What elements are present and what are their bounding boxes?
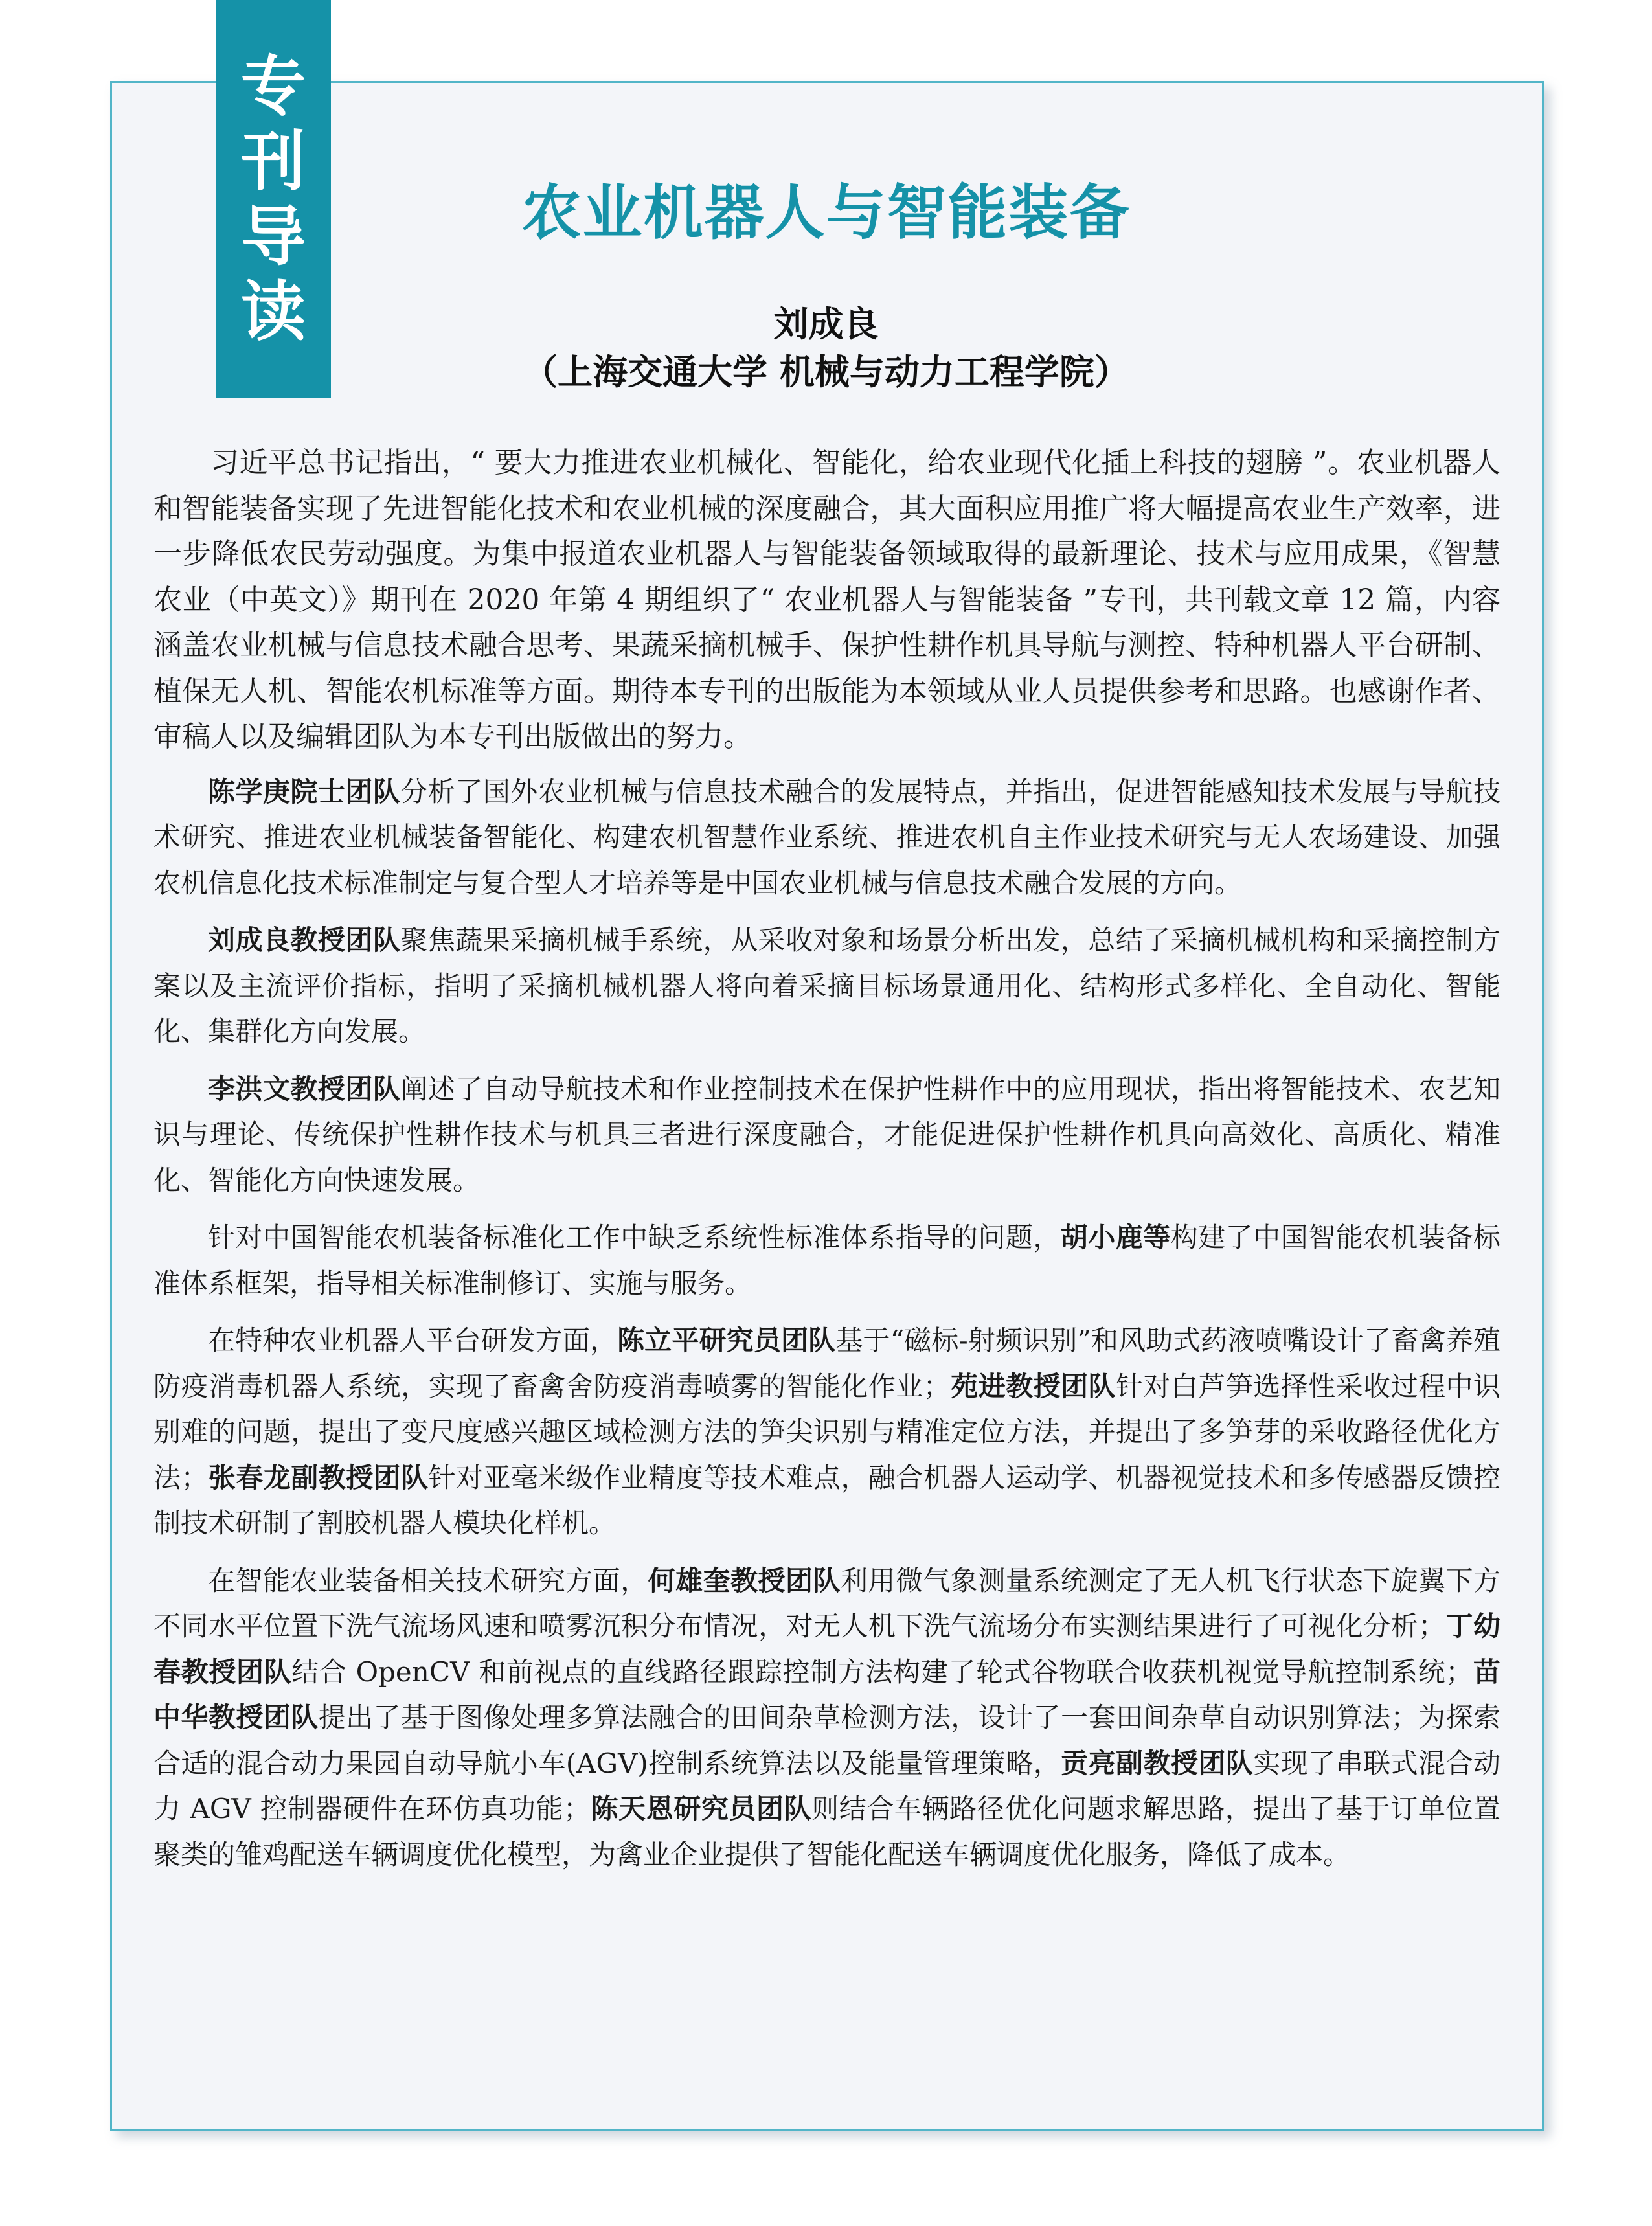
team-name: 苑进教授团队 xyxy=(950,1370,1116,1402)
paragraph-text: 分析了国外农业机械与信息技术融合的发展特点，并指出，促进智能感知技术发展与导航技术研究、推进农业机械装备智能化、构建农机智慧作业系统、推进农机自主作业技术研究与无人农场建设、加强农机信息化技术标准制定与复合型人才培养等是中国农业机械与信息技术融合发展的方向。 xyxy=(153,775,1500,899)
tab-char: 读 xyxy=(241,273,306,350)
team-name: 张春龙副教授团队 xyxy=(208,1461,429,1493)
author-affiliation: （上海交通大学 机械与动力工程学院） xyxy=(523,352,1129,392)
team-name: 陈天恩研究员团队 xyxy=(590,1793,812,1824)
author-name: 刘成良 xyxy=(773,304,879,345)
paragraph-text: 针对亚毫米级作业精度等技术难点，融合机器人运动学、机器视觉技术和多传感器反馈控制技术研制了割胶机器人模块化样机。 xyxy=(153,1461,1500,1539)
paragraph xyxy=(153,1067,1500,1204)
paragraph-text: 针对中国智能农机装备标准化工作中缺乏系统性标准体系指导的问题， xyxy=(208,1221,1061,1253)
page-title: 农业机器人与智能装备 xyxy=(521,178,1131,247)
team-name: 陈立平研究员团队 xyxy=(617,1324,836,1356)
team-name: 贡亮副教授团队 xyxy=(1061,1747,1254,1779)
team-name: 苗中华教授团队 xyxy=(153,1655,1500,1733)
team-name: 陈学庚院士团队 xyxy=(208,775,401,808)
team-name: 胡小鹿等 xyxy=(1060,1221,1171,1253)
tab-char: 刊 xyxy=(241,123,306,199)
tab-char: 导 xyxy=(241,198,306,275)
paragraph xyxy=(153,1318,1500,1547)
team-name: 刘成良教授团队 xyxy=(208,924,401,956)
paragraph-text: 阐述了自动导航技术和作业控制技术在保护性耕作中的应用现状，指出将智能技术、农艺知识与理论、传统保护性耕作技术与机具三者进行深度融合，才能促进保护性耕作机具向高效化、高质化、精准化、智能化方向快速发展。 xyxy=(153,1073,1500,1196)
paragraph-text: 实现了串联式混合动力 AGV 控制器硬件在环仿真功能； xyxy=(153,1747,1500,1824)
team-name: 丁幼春教授团队 xyxy=(153,1610,1500,1688)
article-body xyxy=(153,440,1500,1889)
paragraph-text: 提出了基于图像处理多算法融合的田间杂草检测方法，设计了一套田间杂草自动识别算法；为探索合适的混合动力果园自动导航小车(AGV)控制系统算法以及能量管理策略， xyxy=(153,1701,1500,1779)
team-name: 何雄奎教授团队 xyxy=(648,1564,841,1596)
paragraph xyxy=(153,769,1500,907)
paragraph xyxy=(153,440,1500,760)
paragraph xyxy=(153,918,1500,1055)
paragraph-text: 利用微气象测量系统测定了无人机飞行状态下旋翼下方不同水平位置下洗气流场风速和喷雾沉积分布情况，对无人机下洗气流场分布实测结果进行了可视化分析； xyxy=(153,1564,1500,1642)
paragraph-text: 聚焦蔬果采摘机械手系统，从采收对象和场景分析出发，总结了采摘机械机构和采摘控制方案以及主流评价指标，指明了采摘机械机器人将向着采摘目标场景通用化、结构形式多样化、全自动化、智能化、集群化方向发展。 xyxy=(153,924,1500,1047)
tab-char: 专 xyxy=(241,48,306,124)
paragraph-text: 在智能农业装备相关技术研究方面， xyxy=(208,1564,648,1596)
paragraph-text: 在特种农业机器人平台研发方面， xyxy=(208,1324,618,1356)
paragraph-text: 结合 OpenCV 和前视点的直线路径跟踪控制方法构建了轮式谷物联合收获机视觉导航控制系统； xyxy=(291,1655,1473,1688)
column-tab xyxy=(216,0,331,398)
paragraph-text: 针对白芦笋选择性采收过程中识别难的问题，提出了变尺度感兴趣区域检测方法的笋尖识别与精准定位方法，并提出了多笋芽的采收路径优化方法； xyxy=(153,1370,1500,1493)
paragraph-text: 习近平总书记指出，“ 要大力推进农业机械化、智能化，给农业现代化插上科技的翅膀 ”。农业机器人和智能装备实现了先进智能化技术和农业机械的深度融合，其大面积应用推广将大幅提高农业生产效率，进一步降低农民劳动强度。为集中报道农业机器人与智能装备领域取得的最新理论、技术与应用成果，《智慧农业（中英文）》期刊在 2020 年第 4 期组织了“ 农业机器人与智能装备 ”专刊，共刊载文章 12 篇，内容涵盖农业机械与信息技术融合思考、果蔬采摘机械手、保护性耕作机具导航与测控、特种机器人平台研制、植保无人机、智能农机标准等方面。期待本专刊的出版能为本领域从业人员提供参考和思路。也感谢作者、审稿人以及编辑团队为本专刊出版做出的努力。 xyxy=(153,446,1500,753)
paragraph-text: 构建了中国智能农机装备标准体系框架，指导相关标准制修订、实施与服务。 xyxy=(153,1221,1500,1299)
paragraph xyxy=(153,1215,1500,1306)
paragraph-text: 基于“磁标-射频识别”和风助式药液喷嘴设计了畜禽养殖防疫消毒机器人系统，实现了畜禽舍防疫消毒喷雾的智能化作业； xyxy=(153,1324,1500,1402)
paragraph-text: 则结合车辆路径优化问题求解思路，提出了基于订单位置聚类的雏鸡配送车辆调度优化模型，为禽业企业提供了智能化配送车辆调度优化服务，降低了成本。 xyxy=(153,1793,1500,1870)
paragraph xyxy=(153,1558,1500,1878)
team-name: 李洪文教授团队 xyxy=(208,1073,401,1105)
